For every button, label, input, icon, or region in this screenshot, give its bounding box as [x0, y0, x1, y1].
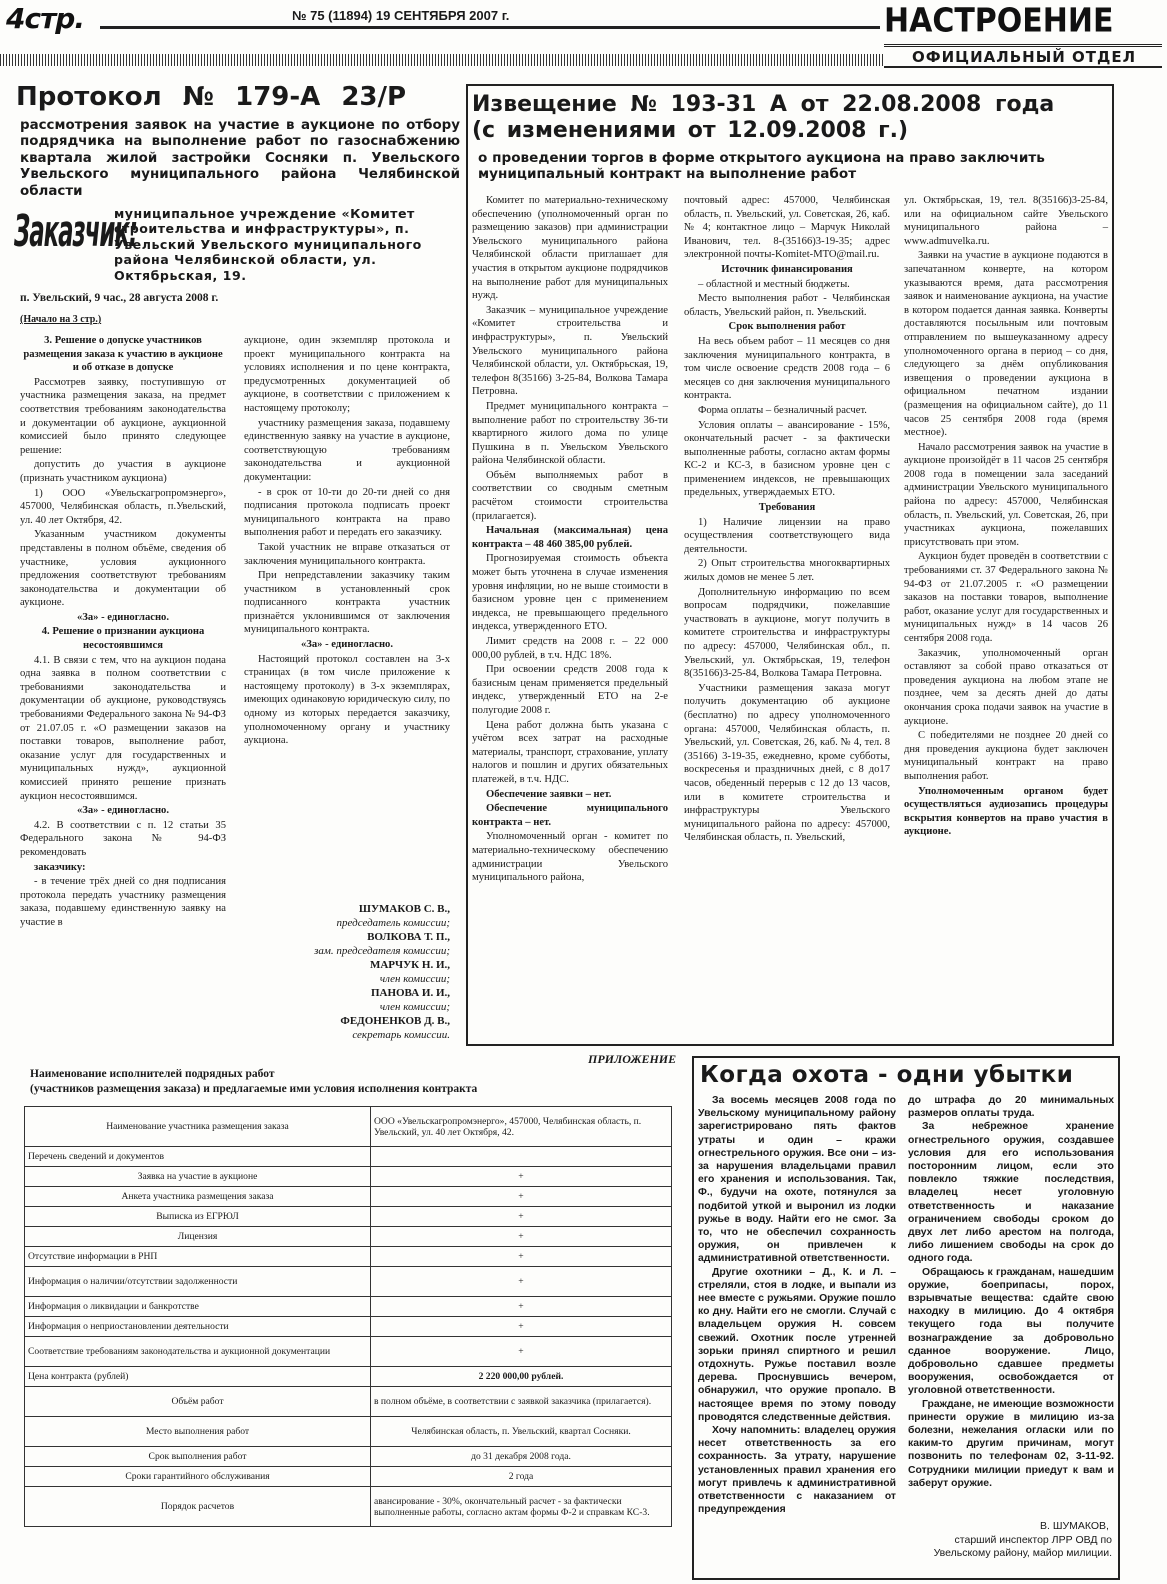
- table-cell-name: Анкета участника размещения заказа: [25, 1187, 371, 1207]
- paragraph: Граждане, не имеющие возможности принести оружие в милицию из-за болезни, нежелания огласки или по каким-то другим причинам, могут позвонить по телефонам 02, 3-11-92. Сотрудники милиции приедут к вам и заберут оружие.: [908, 1398, 1114, 1489]
- paragraph: Дополнительную информацию по всем вопросам подрядчики, пожелавшие участвовать в аукционе, могут получить в комитете строительства и инфраструктуры по адресу: 457000, Челябинская обл., п. Увельский, ул. Октябрьская, 19, телефон 8(35166)3-25-84, Волкова Тамара Петровна.: [684, 586, 890, 680]
- signature-name: ШУМАКОВ С. В.,: [358, 903, 450, 915]
- notice-subtitle: о проведении торгов в форме открытого аукциона на право заключить муниципальный контракт на выполнение работ: [478, 150, 1045, 183]
- hunt-column-2: [908, 1094, 1114, 1490]
- paragraph: Лимит средств на 2008 г. – 22 000 000,00 рублей, в т.ч. НДС 18%.: [472, 636, 668, 661]
- table-cell-value: 2 220 000,00 рублей.: [371, 1367, 672, 1387]
- notice-title: Извещение № 193-31 А от 22.08.2008 года: [472, 92, 1055, 117]
- protocol-column-2: [244, 334, 450, 749]
- table-cell-value: +: [371, 1267, 672, 1297]
- page-number: 4стр.: [6, 2, 84, 35]
- paragraph: 1) Наличие лицензии на право осуществления соответствующего вида деятельности.: [684, 516, 890, 555]
- table-cell-name: Соответствие требованиям законодательства и аукционной документации: [25, 1337, 371, 1367]
- signature-role: председатель комиссии;: [336, 917, 450, 929]
- paragraph: - в срок от 10-ти до 20-ти дней со дня подписания протокола подписать проект муниципального контракта на право выполнения работ и передать его заказчику.: [244, 486, 450, 539]
- paragraph: При освоении средств 2008 года к базисным ценам применяется предельный индекс, утвержденный ЕТО на 2-е полугодие 2008 г.: [472, 664, 668, 716]
- paragraph: Другие охотники – Д., К. и Л. – стреляли, стоя в лодке, и выпали из нее вместе с ружьями. Оружие пошло ко дну. Найти его не смогли. Случай с владельцем оружия Н. совсем свежий. Охотник после утренней зорьки принял спиртного и решил отдохнуть. Ружье поставил возле дерева. Проснувшись вечером, обнаружил, что оружие пропало. В настоящее время по этому поводу проводятся следственные действия.: [698, 1266, 896, 1423]
- table-cell-value: 2 года: [371, 1467, 672, 1487]
- appendix-table: [24, 1106, 672, 1527]
- paragraph: Начало рассмотрения заявок на участие в аукционе произойдёт в 11 часов 25 сентября 2008 года в помещении зала заседаний администрации Увельского муниципального района по адресу: 457000, Челябинская область, п. Увельский, ул. Советская, 26, при участниках аукциона, пожелавших присутствовать при этом.: [904, 441, 1108, 548]
- table-row: [25, 1317, 672, 1337]
- table-cell-value: +: [371, 1167, 672, 1187]
- customer-text: муниципальное учреждение «Комитет строительства и инфраструктуры», п. Увельский Увельского муниципального района Челябинской области, ул. Октябрьская, 19.: [114, 206, 422, 283]
- table-row: [25, 1367, 672, 1387]
- table-cell-value: авансирование - 30%, окончательный расчет - за фактически выполненные работы, согласно актам формы Ф-2 и справкам КС-3.: [371, 1487, 672, 1527]
- paragraph: Участники размещения заказа могут получить документацию об аукционе (бесплатно) по адресу уполномоченного органа: 457000, Челябинская область, п. Увельский, ул. Советская, 26, каб. № 4, тел. 8 (35166) 3-19-35, ежедневно, кроме субботы, воскресенья и праздничных дней, с 8 до17 часов, обеденный перерыв с 12 до 13 часов, или в комитете строительства и инфраструктуры Увельского муниципального района по адресу: 457000, Челябинская область, п. Увельский,: [684, 682, 890, 844]
- notice-column-2: [684, 194, 890, 846]
- table-cell-name: Информация о неприостановлении деятельности: [25, 1317, 371, 1337]
- table-cell-value: [371, 1147, 672, 1167]
- paragraph: аукционе, один экземпляр протокола и проект муниципального контракта на условиях исполнения и по цене контракта, предусмотренных документацией об аукционе, в соответствии с приложением к настоящему протоколу;: [244, 335, 450, 414]
- table-row: [25, 1387, 672, 1417]
- table-row: [25, 1107, 672, 1147]
- paragraph: Заказчик, уполномоченный орган оставляют за собой право отказаться от проведения аукциона на любом этапе не позднее, чем за десять дней до даты окончания срока подачи заявок на участие в аукционе.: [904, 647, 1108, 727]
- table-cell-name: Информация о наличии/отсутствии задолженности: [25, 1267, 371, 1297]
- signature-name: ПАНОВА И. И.,: [370, 987, 450, 999]
- table-cell-name: Место выполнения работ: [25, 1417, 371, 1447]
- paragraph: Аукцион будет проведён в соответствии с требованиями ст. 37 Федерального закона № 94-ФЗ от 21.07.2005 г. «О размещении заказов на поставки товаров, выполнение работ, оказание услуг для государственных и муниципальных нужд» в 14 часов 26 сентября 2008 года.: [904, 551, 1108, 644]
- table-cell-value: до 31 декабря 2008 года.: [371, 1447, 672, 1467]
- table-cell-name: Сроки гарантийного обслуживания: [25, 1467, 371, 1487]
- table-cell-name: Заявка на участие в аукционе: [25, 1167, 371, 1187]
- newspaper-title: НАСТРОЕНИЕ: [884, 2, 1114, 41]
- header-rule-left: [100, 26, 880, 29]
- paragraph: Такой участник не вправе отказаться от заключения муниципального контракта.: [244, 541, 450, 567]
- table-row: [25, 1247, 672, 1267]
- notice-column-1: [472, 194, 668, 886]
- paragraph: При непредставлении заказчику таким участником в установленный срок подписанного контракта участник признаётся уклонившимся от заключения муниципального контракта.: [244, 570, 450, 636]
- paragraph: Форма оплаты – безналичный расчет.: [698, 404, 867, 416]
- table-cell-name: Объём работ: [25, 1387, 371, 1417]
- issue-info: № 75 (11894) 19 СЕНТЯБРЯ 2007 г.: [292, 8, 510, 23]
- table-cell-value: Челябинская область, п. Увельский, квартал Сосняки.: [371, 1417, 672, 1447]
- paragraph: Обеспечение муниципального контракта – нет.: [472, 803, 668, 828]
- appendix-label: ПРИЛОЖЕНИЕ: [588, 1052, 677, 1066]
- table-cell-name: Перечень сведений и документов: [25, 1147, 371, 1167]
- vote-result: «За» - единогласно.: [77, 611, 169, 623]
- table-row: [25, 1447, 672, 1467]
- table-cell-name: Цена контракта (рублей): [25, 1367, 371, 1387]
- table-row: [25, 1187, 672, 1207]
- signature-name: ВОЛКОВА Т. П.,: [367, 931, 450, 943]
- signature-role: член комиссии;: [379, 1001, 450, 1013]
- table-row: [25, 1487, 672, 1527]
- paragraph: Хочу напомнить: владелец оружия несет ответственность за его сохранность. За утрату, нарушение установленных правил хранения его могут привлечь к административной ответственности с наказанием от предупреждения: [698, 1425, 896, 1516]
- signature-role: секретарь комиссии.: [352, 1029, 450, 1041]
- table-cell-value: +: [371, 1187, 672, 1207]
- table-cell-name: Выписка из ЕГРЮЛ: [25, 1207, 371, 1227]
- notice-column-3: [904, 194, 1108, 840]
- table-row: [25, 1467, 672, 1487]
- funding-heading: Источник финансирования: [721, 263, 853, 275]
- appendix-heading-2: (участников размещения заказа) и предлагаемые ими условия исполнения контракта: [30, 1083, 478, 1095]
- paragraph: Начальная (максимальная) цена контракта – 48 460 385,00 рублей.: [472, 525, 668, 550]
- paragraph: Предмет муниципального контракта – выполнение работ по строительству 36-ти квартирного жилого дома по улице Пушкина в п. Увельском Увельского района Челябинской области.: [472, 400, 668, 467]
- header-hatch: [0, 54, 884, 66]
- hunt-title: Когда охота - одни убытки: [700, 1062, 1074, 1088]
- paragraph: допустить до участия в аукционе (признать участником аукциона): [20, 459, 226, 484]
- paragraph: почтовый адрес: 457000, Челябинская область, п. Увельский, ул. Советская, 26, каб. № 4; контактное лицо – Марчук Николай Иванович, тел. 8-(35166)3-19-35; адрес электронной почты-Komitet-MTO@mail.ru.: [684, 195, 890, 261]
- customer-label: Заказчик:: [14, 206, 138, 257]
- table-cell-value: +: [371, 1227, 672, 1247]
- paragraph: Комитет по материально-техническому обеспечению (уполномоченный орган по размещению заказов) при администрации Увельского муниципального района Челябинской области приглашает для участия в открытом аукционе подрядчиков на выполнение работ для муниципальных нужд.: [472, 195, 668, 302]
- paragraph: Рассмотрев заявку, поступившую от участника размещения заказа, на предмет соответствия требованиям законодательства и документации об аукционе, аукционной комиссией было принято следующее решение:: [20, 376, 226, 456]
- hunt-column-1: [698, 1094, 896, 1517]
- table-row: [25, 1267, 672, 1297]
- table-cell-value: +: [371, 1207, 672, 1227]
- table-cell-name: Информация о ликвидации и банкротстве: [25, 1297, 371, 1317]
- paragraph: Прогнозируемая стоимость объекта может быть уточнена в случае изменения уровня инфляции, но не выше стоимости в базисном уровне цен с применением индекса, не превышающего предельного индекса, утвержденного ЕТО.: [472, 553, 668, 633]
- paragraph: 4.1. В связи с тем, что на аукцион подана одна заявка в полном соответствии с требованиями законодательства и документации об аукционе, руководствуясь требованиями Федерального закона № 94-ФЗ от 21.07.05 г. «О размещении заказов на поставки товаров, выполнение работ, оказание услуг для государственных и муниципальных нужд», аукционной комиссией принято решение признать аукцион несостоявшимся.: [20, 654, 226, 802]
- requirements-heading: Требования: [758, 502, 816, 514]
- table-cell-name: Лицензия: [25, 1227, 371, 1247]
- paragraph: Обращаюсь к гражданам, нашедшим оружие, боеприпасы, порох, взрывчатые вещества: сдайте свою находку в милицию. До 4 октября текущего года вы получите вознаграждение за добровольно сданное вооружение. Лицо, добровольно сдавшее предметы вооружения, освобождается от уголовной ответственности.: [908, 1266, 1114, 1397]
- vote-result: «За» - единогласно.: [77, 805, 169, 817]
- paragraph: Объём выполняемых работ в соответствии со сводным сметным расчётом стоимости строительства (прилагается).: [472, 469, 668, 522]
- table-row: [25, 1147, 672, 1167]
- notice-title-changes: (с изменениями от 12.09.2008 г.): [472, 118, 909, 143]
- paragraph: 4.2. В соответствии с п. 12 статьи 35 Федерального закона № 94-ФЗ рекомендовать: [20, 819, 226, 858]
- table-cell-value: в полном объёме, в соответствии с заявкой заказчика (прилагается).: [371, 1387, 672, 1417]
- table-cell-name: Срок выполнения работ: [25, 1447, 371, 1467]
- paragraph: Обеспечение заявки – нет.: [486, 788, 612, 800]
- paragraph: ул. Октябрьская, 19, тел. 8(35166)3-25-84, или на официальном сайте Увельского муниципального района – www.admuvelka.ru.: [904, 195, 1108, 247]
- paragraph: За восемь месяцев 2008 года по Увельскому муниципальному району зарегистрировано пять фактов утраты и один – кражи огнестрельного оружия. Все они – из-за нарушения владельцами правил его хранения и использования. Так, Ф., будучи на охоте, потянулся за подбитой уткой и выронил из лодки ружье в воду. Найти его не смог. За то, что не обеспечил сохранность оружия, он привлечен к административной ответственности.: [698, 1095, 896, 1265]
- table-cell-value: +: [371, 1317, 672, 1337]
- paragraph: Условия оплаты – авансирование - 15%, окончательный расчет - за фактически выполненные работы, согласно актам формы КС-2 и КС-3, в базисном уровне цен с применением индексов, не превышающих предельных, утверждаемых ЕТО.: [684, 419, 890, 499]
- table-cell-value: +: [371, 1247, 672, 1267]
- paragraph: заказчику:: [34, 861, 86, 873]
- protocol-title: Протокол № 179-А 23/Р: [16, 82, 407, 112]
- paragraph: Уполномоченный орган - комитет по материально-техническому обеспечению администрации Увельского муниципального района,: [472, 831, 668, 884]
- table-cell-value: ООО «Увельскагропромэнерго», 457000, Челябинская область, п. Увельский, ул. 40 лет Октября, 42.: [371, 1107, 672, 1147]
- signature-name: ФЕДОНЕНКОВ Д. В.,: [340, 1015, 450, 1027]
- paragraph: На весь объем работ – 11 месяцев со дня заключения муниципального контракта, в том числе освоение средств 2008 года – 6 месяцев со дня заключения муниципального контракта.: [684, 335, 890, 402]
- paragraph: За небрежное хранение огнестрельного оружия, создавшее условия для его использования посторонним лицом, если это повлекло тяжкие последствия, владелец несет уголовную ответственность и наказание ограничением свободы сроком до двух лет либо арестом на полгода, либо лишением свободы на срок до одного года.: [908, 1121, 1114, 1265]
- paragraph: - в течение трёх дней со дня подписания протокола передать участнику размещения заказа, подавшему единственную заявку на участие в: [20, 876, 226, 928]
- signature-role: член комиссии;: [379, 973, 450, 985]
- paragraph: Указанным участником документы представлены в полном объёме, сведения об участнике, условия аукционного предложения соответствуют требованиям законодательства и документации об аукционе.: [20, 529, 226, 609]
- protocol-subtitle: рассмотрения заявок на участие в аукционе по отбору подрядчика на выполнение работ по газоснабжению квартала жилой застройки Сосняки п. Увельского Увельского муниципального района Челябинской области: [20, 118, 460, 199]
- paragraph: Место выполнения работ - Челябинская область, Увельский район, п. Увельский.: [684, 293, 890, 318]
- table-cell-name: Наименование участника размещения заказа: [25, 1107, 371, 1147]
- table-row: [25, 1167, 672, 1187]
- signature-role: зам. председателя комиссии;: [314, 945, 450, 957]
- paragraph: Заказчик – муниципальное учреждение «Комитет строительства и инфраструктуры», п. Увельский Увельского муниципального района Челябинской области, ул. Октябрьская, 19, телефон 8(35166) 3-25-84, Волкова Тамара Петровна.: [472, 304, 668, 398]
- table-cell-value: +: [371, 1337, 672, 1367]
- paragraph: Уполномоченным органом будет осуществляться аудиозапись процедуры вскрытия конвертов на право участия в аукционе.: [904, 785, 1108, 838]
- paragraph: Цена работ должна быть указана с учётом всех затрат на расходные материалы, транспорт, страхование, уплату налогов и пошлин и других обязательных платежей, в т.ч. НДС.: [472, 719, 668, 785]
- hunt-author-role: старший инспектор ЛРР ОВД по Увельскому району, майор милиции.: [933, 1534, 1112, 1559]
- paragraph: 1) ООО «Увельскагропромэнерго», 457000, Челябинская область, п.Увельский, ул. 40 лет Октября, 42.: [20, 487, 226, 526]
- table-row: [25, 1207, 672, 1227]
- paragraph: Заявки на участие в аукционе подаются в запечатанном конверте, на котором указываются время, дата рассмотрения заявок и наименование аукциона, на участие в котором подается данная заявка. Конверты доставляются посыльным или почтовым отправлением по вышеуказанному адресу уполномоченного органа в период – со дня, следующего за днём опубликования извещения о проведении аукциона в официальном печатном издании (размещения на официальном сайте), до 11 часов 25 сентября 2008 года (время местное).: [904, 250, 1108, 439]
- table-cell-value: +: [371, 1297, 672, 1317]
- signature-name: МАРЧУК Н. И.,: [369, 959, 450, 971]
- table-row: [25, 1417, 672, 1447]
- continuation-note: (Начало на 3 стр.): [20, 314, 102, 325]
- vote-result: «За» - единогласно.: [301, 639, 393, 651]
- table-row: [25, 1297, 672, 1317]
- decision-failed-heading: 4. Решение о признании аукциона несостоявшимся: [41, 626, 205, 652]
- table-row: [25, 1337, 672, 1367]
- paragraph: С победителями не позднее 20 дней со дня проведения аукциона будет заключен муниципальный контракт на право выполнения работ.: [904, 730, 1108, 782]
- hunt-author: В. ШУМАКОВ,: [1040, 1520, 1109, 1532]
- table-cell-name: Порядок расчетов: [25, 1487, 371, 1527]
- paragraph: Настоящий протокол составлен на 3-х страницах (в том числе приложение к настоящему протоколу) в 3-х экземплярах, имеющих одинаковую юридическую силу, по одному из которых передается заказчику, уполномоченному органу и участнику аукциона.: [244, 653, 450, 747]
- commission-signatures: [244, 902, 450, 1042]
- paragraph: до штрафа до 20 минимальных размеров оплаты труда.: [908, 1095, 1114, 1120]
- protocol-column-1: [20, 334, 226, 931]
- section-title: ОФИЦИАЛЬНЫЙ ОТДЕЛ: [912, 48, 1137, 66]
- paragraph: участнику размещения заказа, подавшему единственную заявку на участие в аукционе, соответствующую требованиям законодательства и аукционной документации:: [244, 417, 450, 483]
- place-date: п. Увельский, 9 час., 28 августа 2008 г.: [20, 292, 219, 304]
- term-heading: Срок выполнения работ: [728, 321, 846, 333]
- decision-admission-heading: 3. Решение о допуске участников размещения заказа к участию в аукционе и об отказе в допуске: [23, 335, 223, 374]
- table-cell-name: Отсутствие информации в РНП: [25, 1247, 371, 1267]
- paragraph: – областной и местный бюджеты.: [698, 278, 850, 290]
- appendix-heading: Наименование исполнителей подрядных работ: [30, 1068, 275, 1080]
- paragraph: 2) Опыт строительства многоквартирных жилых домов не менее 5 лет.: [684, 558, 890, 584]
- table-row: [25, 1227, 672, 1247]
